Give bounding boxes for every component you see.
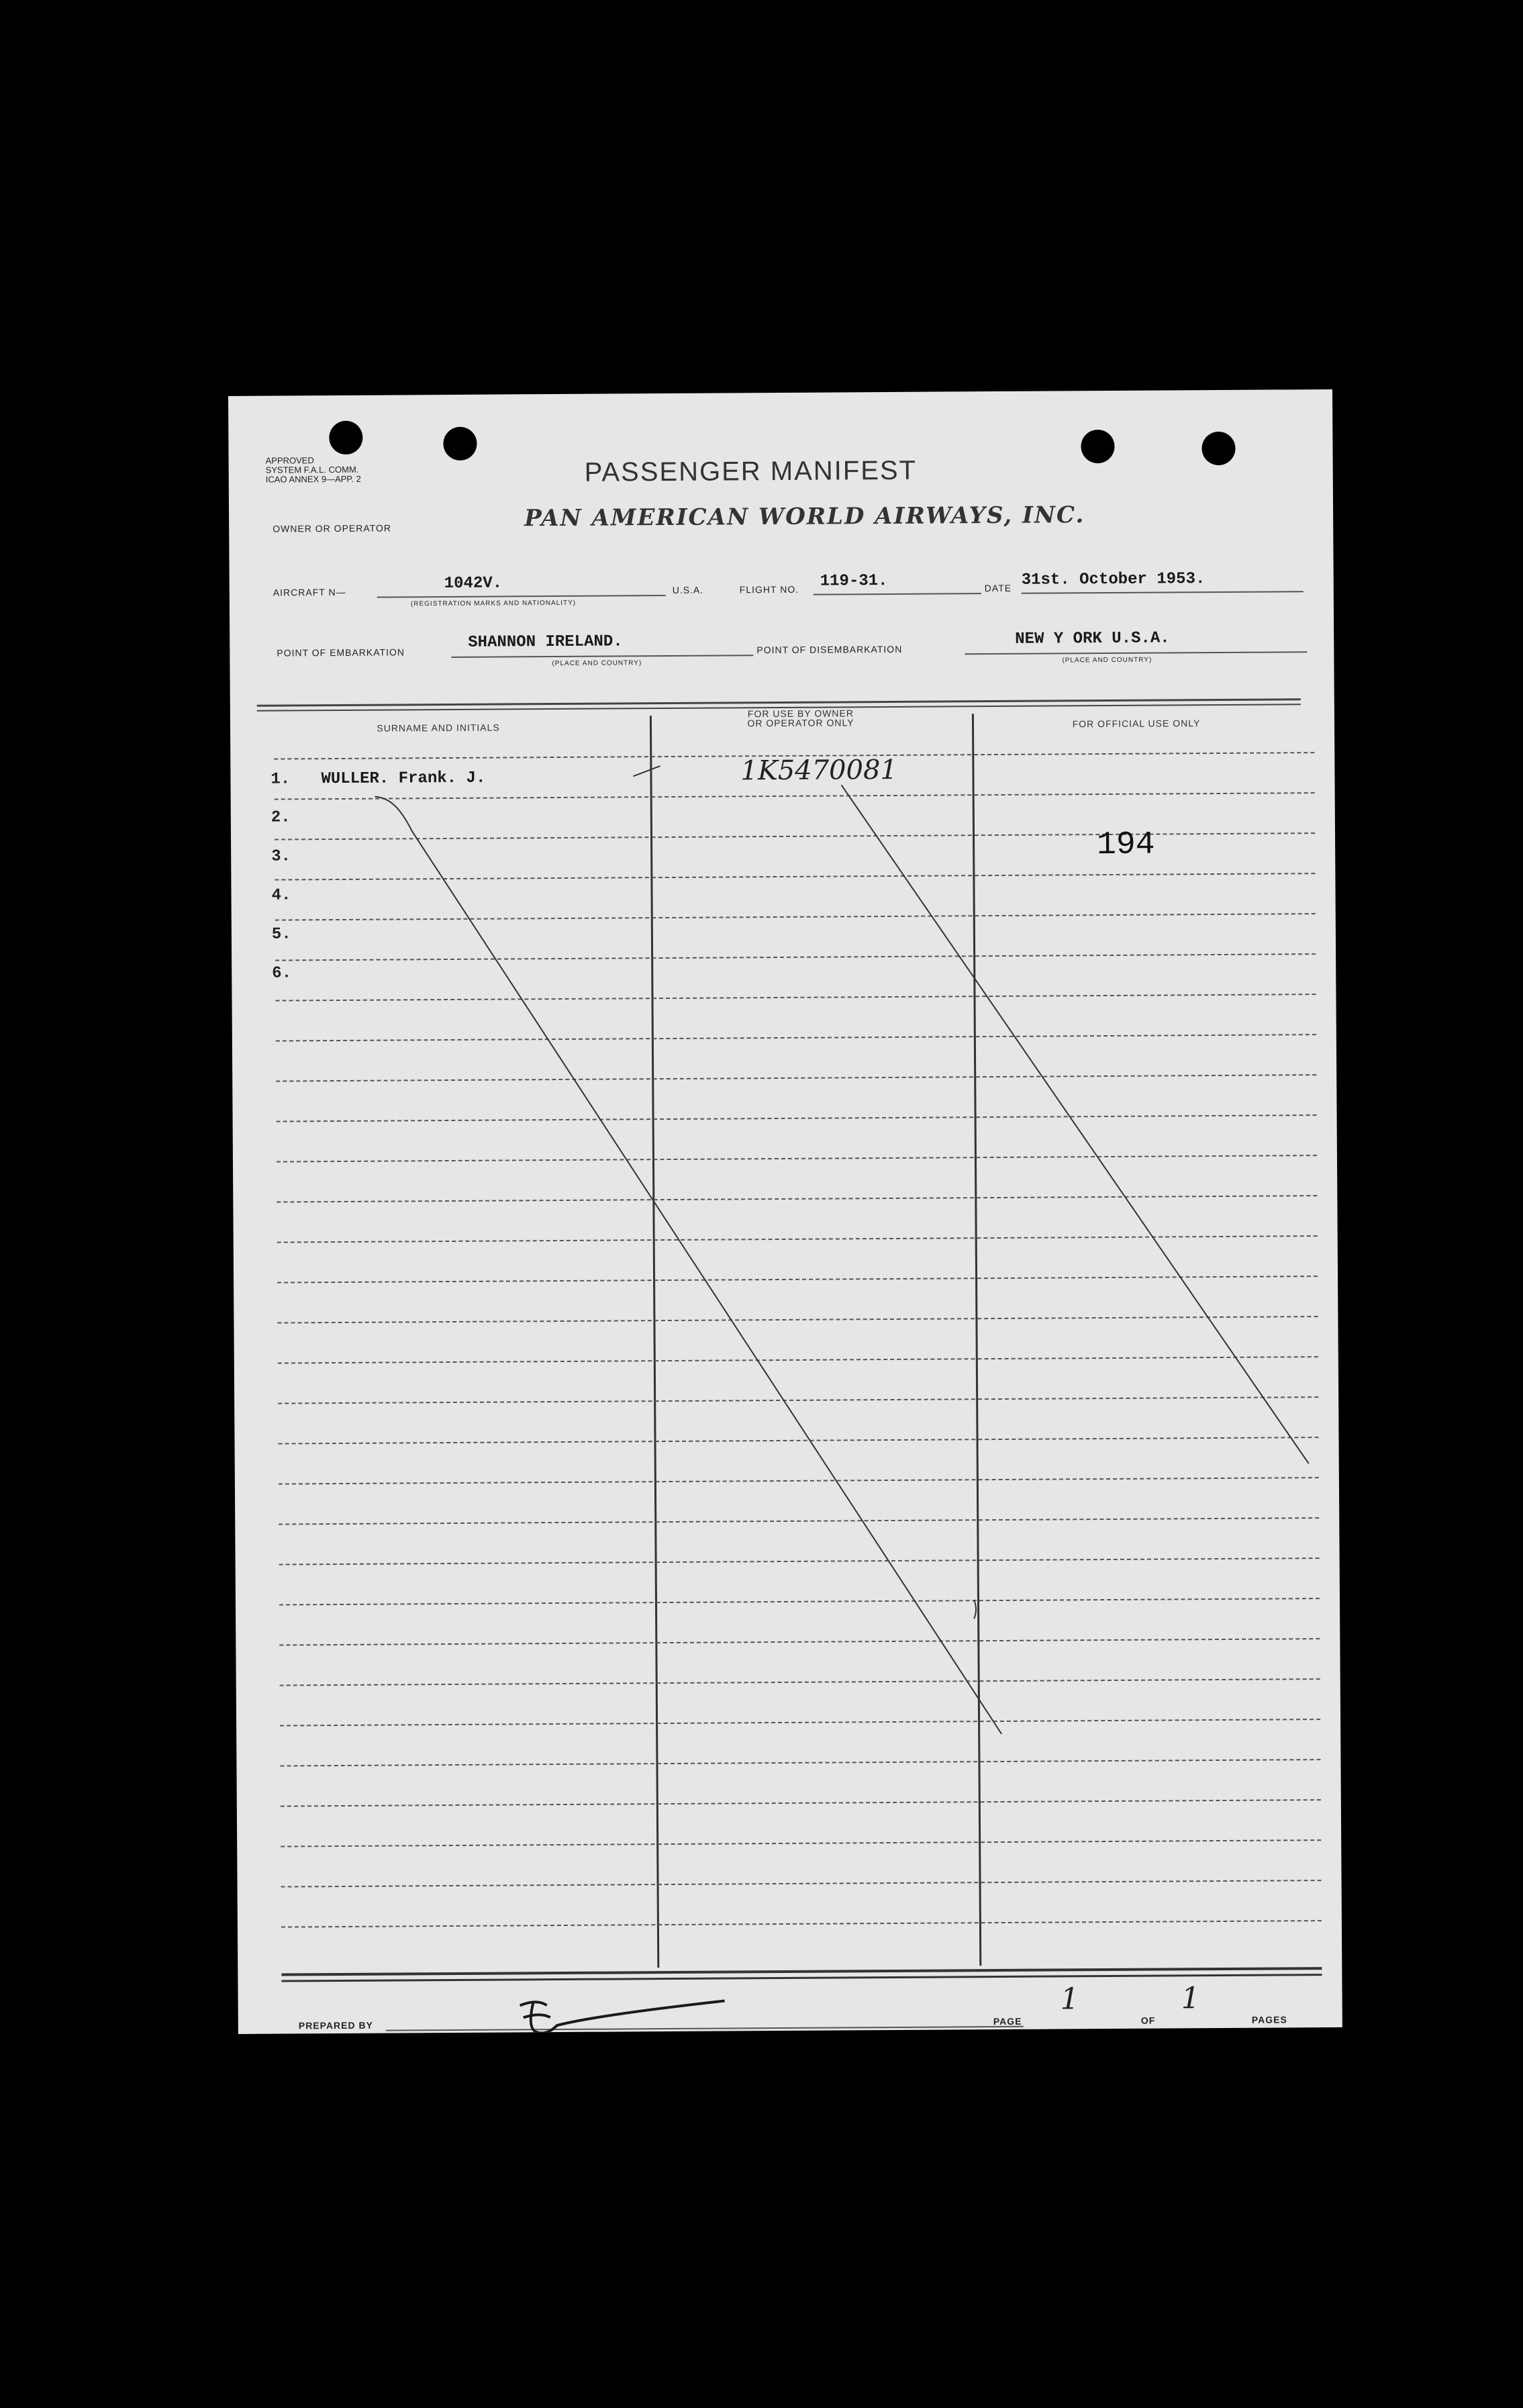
owner-column-header-1: FOR USE BY OWNER bbox=[747, 708, 854, 720]
disembarkation-label: POINT OF DISEMBARKATION bbox=[756, 643, 903, 656]
embarkation-caption: (PLACE AND COUNTRY) bbox=[552, 659, 642, 668]
pages-label: PAGES bbox=[1251, 2014, 1287, 2025]
flight-label: FLIGHT NO. bbox=[739, 583, 799, 595]
approval-note: APPROVED SYSTEM F.A.L. COMM. ICAO ANNEX 9—APP. 2 bbox=[265, 455, 361, 485]
disembarkation-caption: (PLACE AND COUNTRY) bbox=[1062, 656, 1152, 665]
official-stamp: 194 bbox=[1096, 826, 1155, 864]
aircraft-value: 1042V. bbox=[444, 574, 503, 593]
passenger-name: WULLER. Frank. J. bbox=[321, 769, 486, 789]
owner-label: OWNER OR OPERATOR bbox=[273, 522, 391, 534]
registration-caption: (REGISTRATION MARKS AND NATIONALITY) bbox=[410, 599, 577, 608]
signature bbox=[228, 389, 1342, 2034]
owner-column-header-2: OR OPERATOR ONLY bbox=[747, 717, 854, 729]
date-label: DATE bbox=[984, 582, 1012, 594]
prepared-by-label: PREPARED BY bbox=[298, 2019, 373, 2031]
of-label: OF bbox=[1140, 2015, 1156, 2026]
embarkation-label: POINT OF EMBARKATION bbox=[277, 646, 405, 659]
row-number: 4. bbox=[271, 886, 291, 905]
page-total: 1 bbox=[1181, 1981, 1200, 2016]
operator-name: PAN AMERICAN WORLD AIRWAYS, INC. bbox=[524, 501, 1085, 532]
aircraft-label: AIRCRAFT N— bbox=[273, 586, 346, 598]
row-number: 6. bbox=[272, 964, 292, 983]
disembarkation-value: NEW Y ORK U.S.A. bbox=[1015, 629, 1170, 648]
row-number: 3. bbox=[271, 847, 291, 866]
embarkation-value: SHANNON IRELAND. bbox=[468, 632, 623, 652]
official-column-header: FOR OFFICIAL USE ONLY bbox=[1072, 718, 1201, 730]
date-value: 31st. October 1953. bbox=[1021, 570, 1206, 589]
row-number: 2. bbox=[271, 808, 291, 827]
row-number: 5. bbox=[271, 925, 291, 944]
surname-column-header: SURNAME AND INITIALS bbox=[377, 722, 500, 734]
page-number: 1 bbox=[1060, 1982, 1079, 2017]
page-title: PASSENGER MANIFEST bbox=[584, 455, 918, 487]
row-number: 1. bbox=[271, 770, 291, 789]
flight-value: 119-31. bbox=[820, 572, 888, 591]
usa-label: U.S.A. bbox=[672, 584, 704, 595]
page-label: PAGE bbox=[993, 2015, 1022, 2027]
owner-note: 1K5470081 bbox=[740, 754, 898, 787]
manifest-sheet bbox=[228, 389, 1342, 2034]
